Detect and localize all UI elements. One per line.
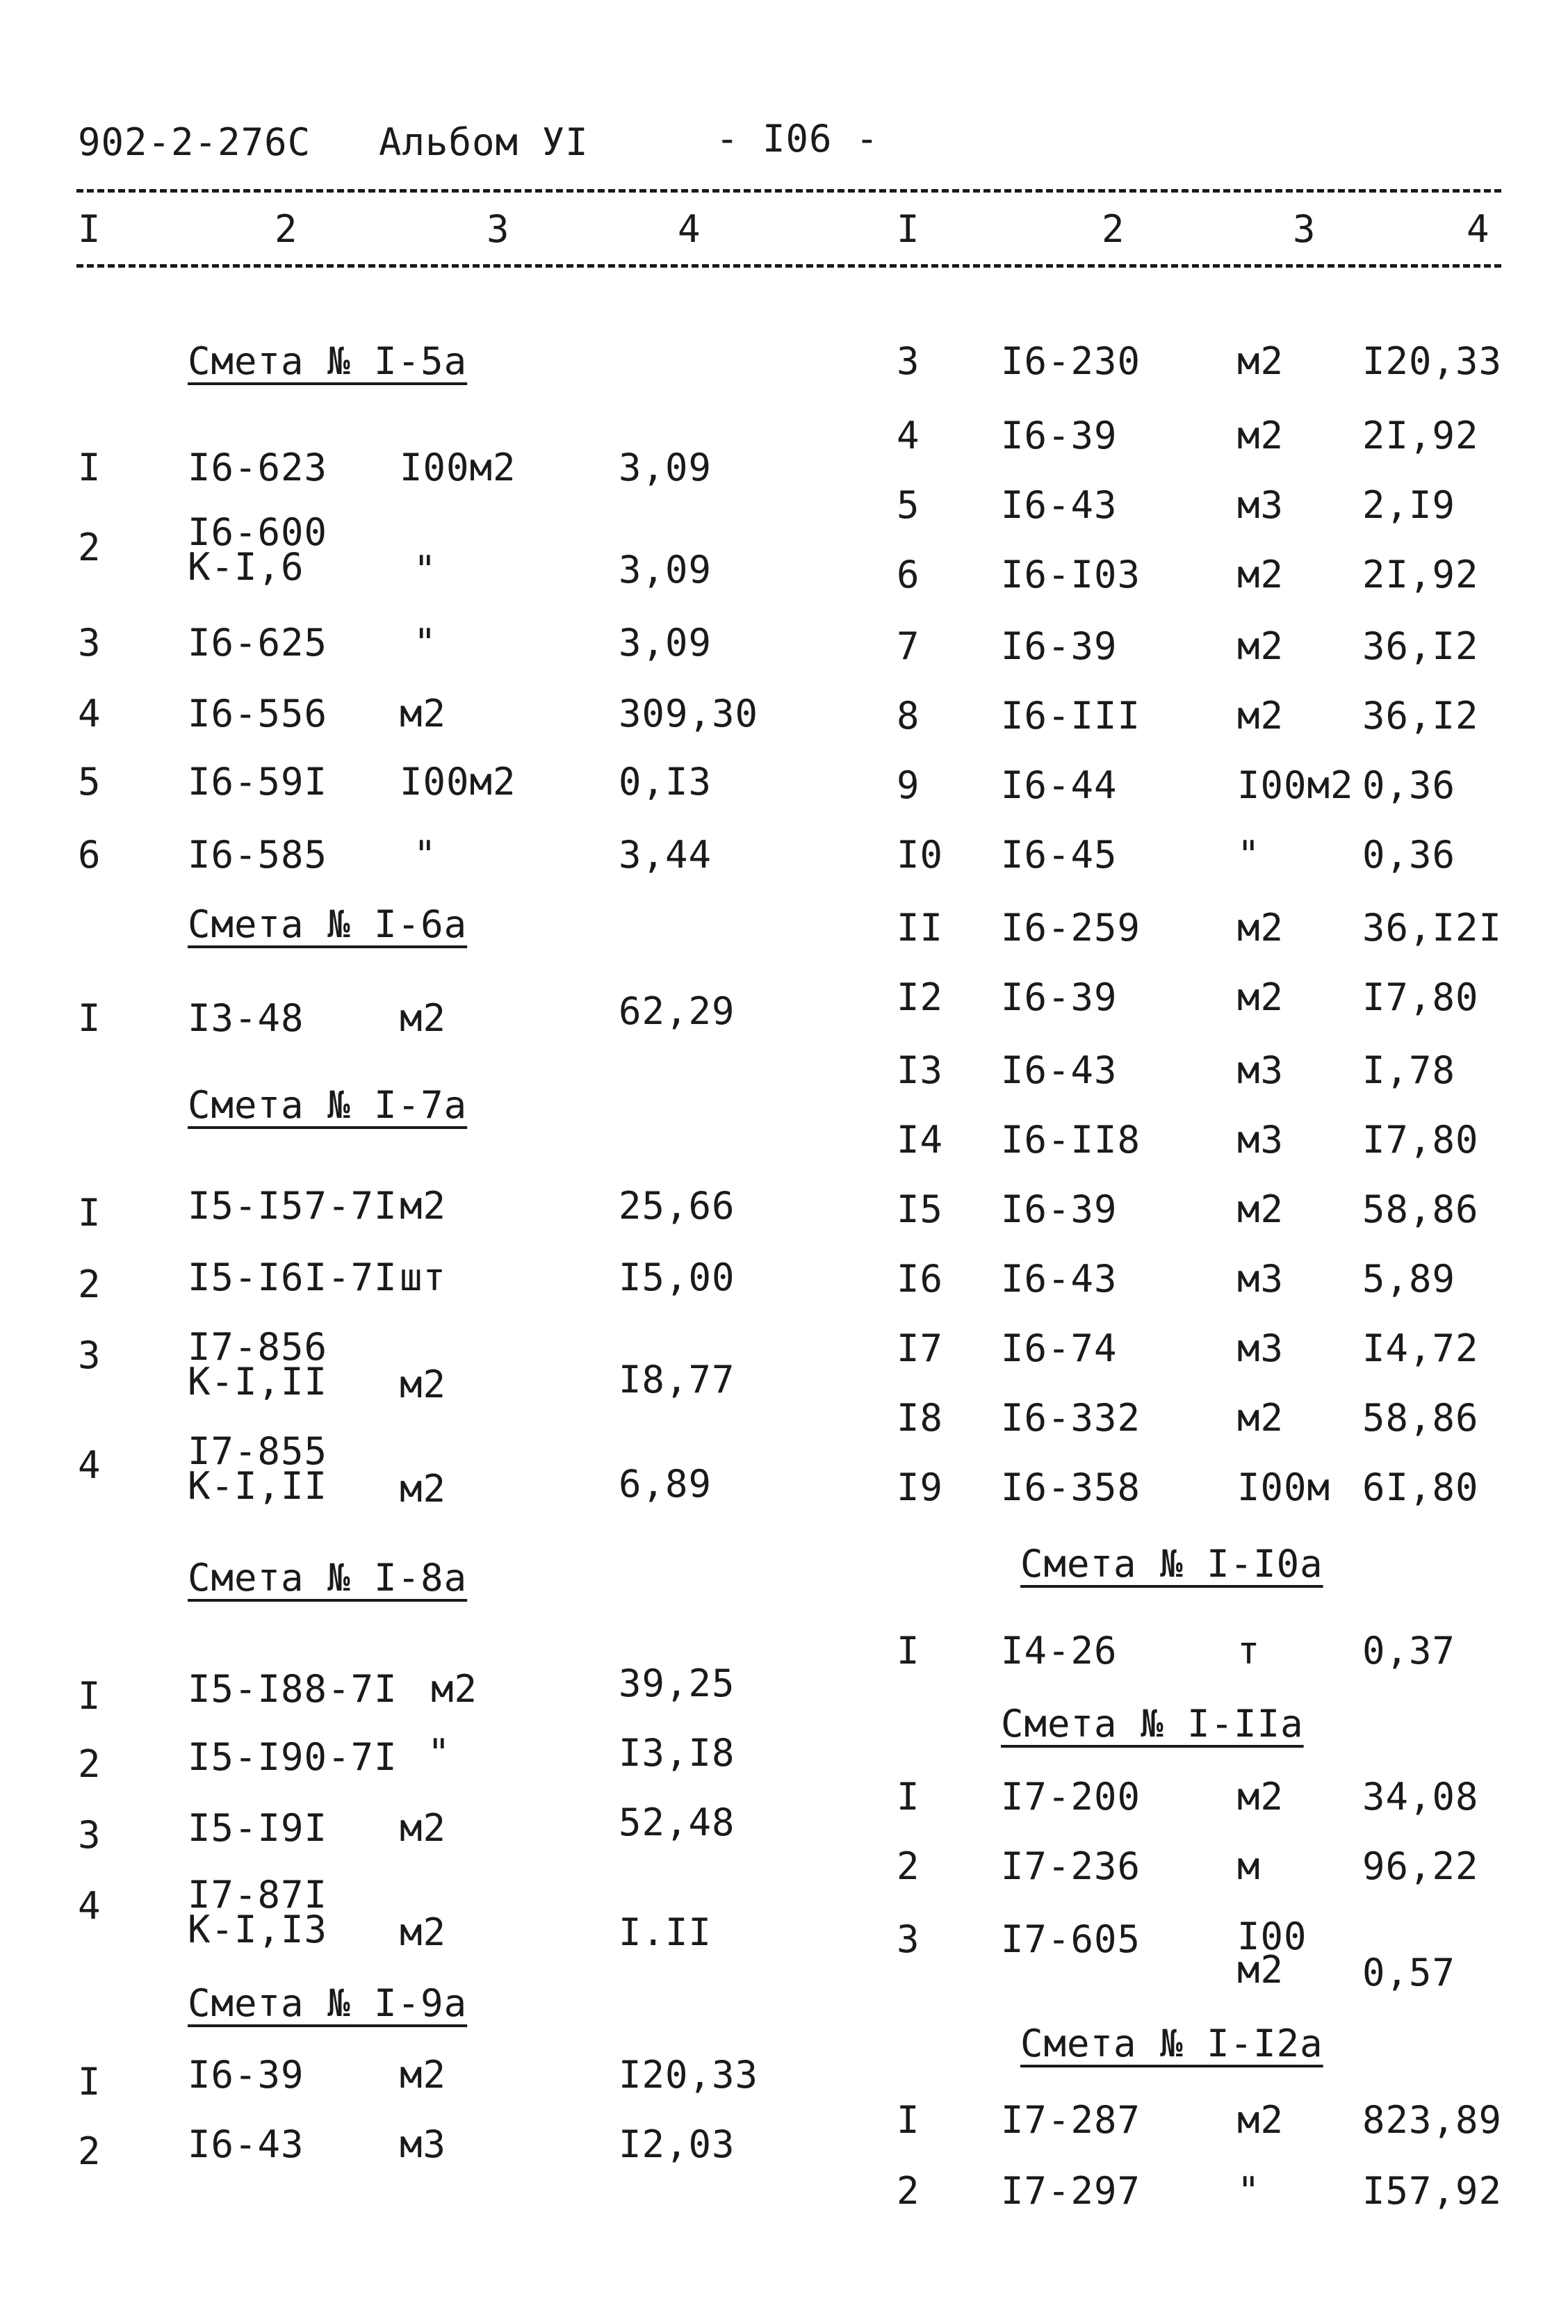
row-number: 4 <box>78 692 101 736</box>
unit: " <box>414 548 437 592</box>
rate-code: I7-200 <box>1001 1775 1141 1819</box>
quantity: 36,I2 <box>1362 624 1479 668</box>
unit: м2 <box>400 1184 447 1228</box>
rate-code: I6-43 <box>1001 1048 1118 1092</box>
row-number: I5 <box>897 1187 944 1231</box>
row-number: 4 <box>897 414 920 457</box>
row-number: 3 <box>78 621 101 665</box>
unit: м2 <box>1237 1187 1284 1231</box>
document-code: 902-2-276C <box>78 120 311 164</box>
unit: м2 <box>400 692 447 736</box>
rate-code: I6-358 <box>1001 1465 1141 1509</box>
rate-code: I7-87I <box>188 1873 328 1917</box>
row-number: I <box>897 1629 920 1673</box>
row-number: 4 <box>78 1884 101 1928</box>
unit: I00м2 <box>1237 763 1354 807</box>
unit: м3 <box>1237 483 1284 527</box>
unit: м2 <box>400 2053 447 2097</box>
row-number: I <box>78 1674 101 1718</box>
unit: м2 <box>1237 414 1284 457</box>
quantity: 309,30 <box>619 692 759 736</box>
row-number: I4 <box>897 1118 944 1162</box>
rate-code: I5-I6I-7I <box>188 1256 398 1299</box>
unit: м2 <box>400 1806 447 1850</box>
row-number: 4 <box>78 1443 101 1487</box>
rate-code: I6-39 <box>188 2053 304 2097</box>
unit: " <box>414 833 437 877</box>
row-number: 6 <box>897 553 920 596</box>
rate-code-coefficient: К-I,II <box>188 1360 328 1404</box>
quantity: 39,25 <box>619 1661 735 1705</box>
quantity: 0,36 <box>1362 833 1456 877</box>
unit: м2 <box>1237 1396 1284 1440</box>
rate-code: I6-III <box>1001 694 1141 738</box>
unit: м2 <box>431 1667 478 1711</box>
quantity: 34,08 <box>1362 1775 1479 1819</box>
section-title: Смета № I-I0а <box>1020 1542 1323 1586</box>
unit: " <box>414 621 437 665</box>
quantity: 36,I2I <box>1362 906 1503 950</box>
section-title: Смета № I-9а <box>188 1981 468 2025</box>
unit: м2 <box>400 996 447 1040</box>
col-header-left-1: I <box>78 207 101 251</box>
unit: м2 <box>1237 906 1284 950</box>
rate-code: I6-44 <box>1001 763 1118 807</box>
col-header-right-2: 2 <box>1102 207 1125 251</box>
unit: I00 <box>1237 1915 1307 1958</box>
row-number: 3 <box>78 1813 101 1857</box>
quantity: I2,03 <box>619 2122 735 2166</box>
unit: м2 <box>1237 553 1284 596</box>
unit: м2 <box>400 1910 447 1954</box>
unit: м3 <box>400 2122 447 2166</box>
quantity: 0,57 <box>1362 1951 1456 1994</box>
rate-code-coefficient: К-I,6 <box>188 545 304 589</box>
unit: м2 <box>1237 975 1284 1019</box>
unit: м3 <box>1237 1257 1284 1301</box>
col-header-left-4: 4 <box>678 207 701 251</box>
row-number: I7 <box>897 1326 944 1370</box>
rate-code-coefficient: К-I,II <box>188 1464 328 1508</box>
quantity: 3,09 <box>619 446 712 489</box>
rate-code-coefficient: К-I,I3 <box>188 1908 328 1951</box>
unit: м3 <box>1237 1118 1284 1162</box>
row-number: 7 <box>897 624 920 668</box>
rate-code: I6-600 <box>188 510 328 554</box>
quantity: I7,80 <box>1362 975 1479 1019</box>
row-number: I0 <box>897 833 944 877</box>
rate-code: I7-856 <box>188 1325 328 1369</box>
rate-code: I7-297 <box>1001 2169 1141 2213</box>
row-number: 2 <box>78 1742 101 1786</box>
col-header-right-4: 4 <box>1467 207 1490 251</box>
quantity: I7,80 <box>1362 1118 1479 1162</box>
rate-code: I5-I9I <box>188 1806 328 1850</box>
unit: " <box>1237 2169 1261 2213</box>
quantity: 36,I2 <box>1362 694 1479 738</box>
quantity: I4,72 <box>1362 1326 1479 1370</box>
rate-code: I6-259 <box>1001 906 1141 950</box>
row-number: 3 <box>897 339 920 383</box>
unit: м3 <box>1237 1048 1284 1092</box>
rate-code: I7-855 <box>188 1429 328 1473</box>
album-label: Альбом УI <box>379 120 589 164</box>
row-number: I2 <box>897 975 944 1019</box>
quantity: I20,33 <box>1362 339 1503 383</box>
row-number: 5 <box>897 483 920 527</box>
row-number: 2 <box>78 1262 101 1306</box>
quantity: I20,33 <box>619 2053 759 2097</box>
unit: I00м2 <box>400 760 516 804</box>
row-number: 8 <box>897 694 920 738</box>
col-header-left-2: 2 <box>275 207 298 251</box>
section-title: Смета № I-7а <box>188 1083 468 1127</box>
quantity: 3,09 <box>619 621 712 665</box>
rate-code: I6-556 <box>188 692 328 736</box>
unit: м2 <box>1237 2098 1284 2142</box>
row-number: 3 <box>897 1917 920 1961</box>
quantity: I57,92 <box>1362 2169 1503 2213</box>
section-title: Смета № I-8а <box>188 1556 468 1600</box>
row-number: 9 <box>897 763 920 807</box>
row-number: I <box>897 1775 920 1819</box>
rate-code: I6-43 <box>1001 1257 1118 1301</box>
col-header-left-3: 3 <box>487 207 510 251</box>
section-title: Смета № I-6а <box>188 902 468 946</box>
section-title: Смета № I-IIа <box>1001 1702 1304 1746</box>
row-number: 2 <box>78 526 101 569</box>
rate-code: I6-I03 <box>1001 553 1141 596</box>
row-number: I6 <box>897 1257 944 1301</box>
quantity: 6,89 <box>619 1462 712 1506</box>
row-number: 6 <box>78 833 101 877</box>
row-number: I9 <box>897 1465 944 1509</box>
unit: м2 <box>1237 1775 1284 1819</box>
row-number: I <box>78 446 101 489</box>
quantity: 2I,92 <box>1362 414 1479 457</box>
row-number: I3 <box>897 1048 944 1092</box>
quantity: 3,44 <box>619 833 712 877</box>
section-title: Смета № I-5а <box>188 339 468 383</box>
quantity: I5,00 <box>619 1256 735 1299</box>
rate-code: I5-I88-7I <box>188 1667 398 1711</box>
rate-code: I6-43 <box>188 2122 304 2166</box>
quantity: 5,89 <box>1362 1257 1456 1301</box>
unit: м2 <box>1237 694 1284 738</box>
unit: " <box>427 1731 451 1775</box>
rate-code: I5-I90-7I <box>188 1735 398 1779</box>
quantity: 62,29 <box>619 989 735 1033</box>
rate-code: I7-287 <box>1001 2098 1141 2142</box>
unit: м2 <box>400 1363 447 1406</box>
unit: шт <box>400 1256 447 1299</box>
rate-code: I6-43 <box>1001 483 1118 527</box>
quantity: 58,86 <box>1362 1187 1479 1231</box>
quantity: 0,36 <box>1362 763 1456 807</box>
row-number: 2 <box>897 2169 920 2213</box>
quantity: I8,77 <box>619 1358 735 1401</box>
rate-code: I5-I57-7I <box>188 1184 398 1228</box>
header-bottom-rule <box>76 264 1501 268</box>
rate-code: I6-59I <box>188 760 328 804</box>
rate-code: I7-236 <box>1001 1844 1141 1888</box>
quantity: 0,37 <box>1362 1629 1456 1673</box>
rate-code: I6-39 <box>1001 414 1118 457</box>
header-top-rule <box>76 189 1501 193</box>
rate-code: I6-623 <box>188 446 328 489</box>
rate-code: I6-39 <box>1001 975 1118 1019</box>
rate-code: I6-II8 <box>1001 1118 1141 1162</box>
quantity: 3,09 <box>619 548 712 592</box>
rate-code: I6-45 <box>1001 833 1118 877</box>
page-number: - I06 - <box>716 117 879 161</box>
unit: м <box>1237 1844 1261 1888</box>
rate-code: I4-26 <box>1001 1629 1118 1673</box>
unit: I00м2 <box>400 446 516 489</box>
rate-code: I6-332 <box>1001 1396 1141 1440</box>
quantity: 96,22 <box>1362 1844 1479 1888</box>
unit: м3 <box>1237 1326 1284 1370</box>
unit: т <box>1237 1629 1261 1673</box>
row-number: 2 <box>897 1844 920 1888</box>
rate-code: I6-625 <box>188 621 328 665</box>
row-number: 5 <box>78 760 101 804</box>
rate-code: I6-39 <box>1001 624 1118 668</box>
quantity: 52,48 <box>619 1801 735 1844</box>
row-number: I <box>897 2098 920 2142</box>
quantity: 58,86 <box>1362 1396 1479 1440</box>
quantity: I,78 <box>1362 1048 1456 1092</box>
unit: м2 <box>400 1467 447 1511</box>
unit: м2 <box>1237 624 1284 668</box>
row-number: I8 <box>897 1396 944 1440</box>
rate-code: I3-48 <box>188 996 304 1040</box>
row-number: II <box>897 906 944 950</box>
quantity: I3,I8 <box>619 1731 735 1775</box>
row-number: 2 <box>78 2129 101 2173</box>
quantity: I.II <box>619 1910 712 1954</box>
quantity: 2I,92 <box>1362 553 1479 596</box>
rate-code: I6-74 <box>1001 1326 1118 1370</box>
col-header-right-3: 3 <box>1293 207 1316 251</box>
row-number: I <box>78 1191 101 1235</box>
quantity: 823,89 <box>1362 2098 1503 2142</box>
col-header-right-1: I <box>897 207 920 251</box>
rate-code: I6-585 <box>188 833 328 877</box>
unit: м2 <box>1237 339 1284 383</box>
rate-code: I7-605 <box>1001 1917 1141 1961</box>
row-number: I <box>78 996 101 1040</box>
row-number: 3 <box>78 1333 101 1377</box>
quantity: 25,66 <box>619 1184 735 1228</box>
unit: " <box>1237 833 1261 877</box>
quantity: 2,I9 <box>1362 483 1456 527</box>
quantity: 0,I3 <box>619 760 712 804</box>
unit: I00м <box>1237 1465 1331 1509</box>
unit-line-2: м2 <box>1237 1948 1284 1992</box>
rate-code: I6-230 <box>1001 339 1141 383</box>
quantity: 6I,80 <box>1362 1465 1479 1509</box>
row-number: I <box>78 2060 101 2104</box>
rate-code: I6-39 <box>1001 1187 1118 1231</box>
section-title: Смета № I-I2а <box>1020 2022 1323 2065</box>
